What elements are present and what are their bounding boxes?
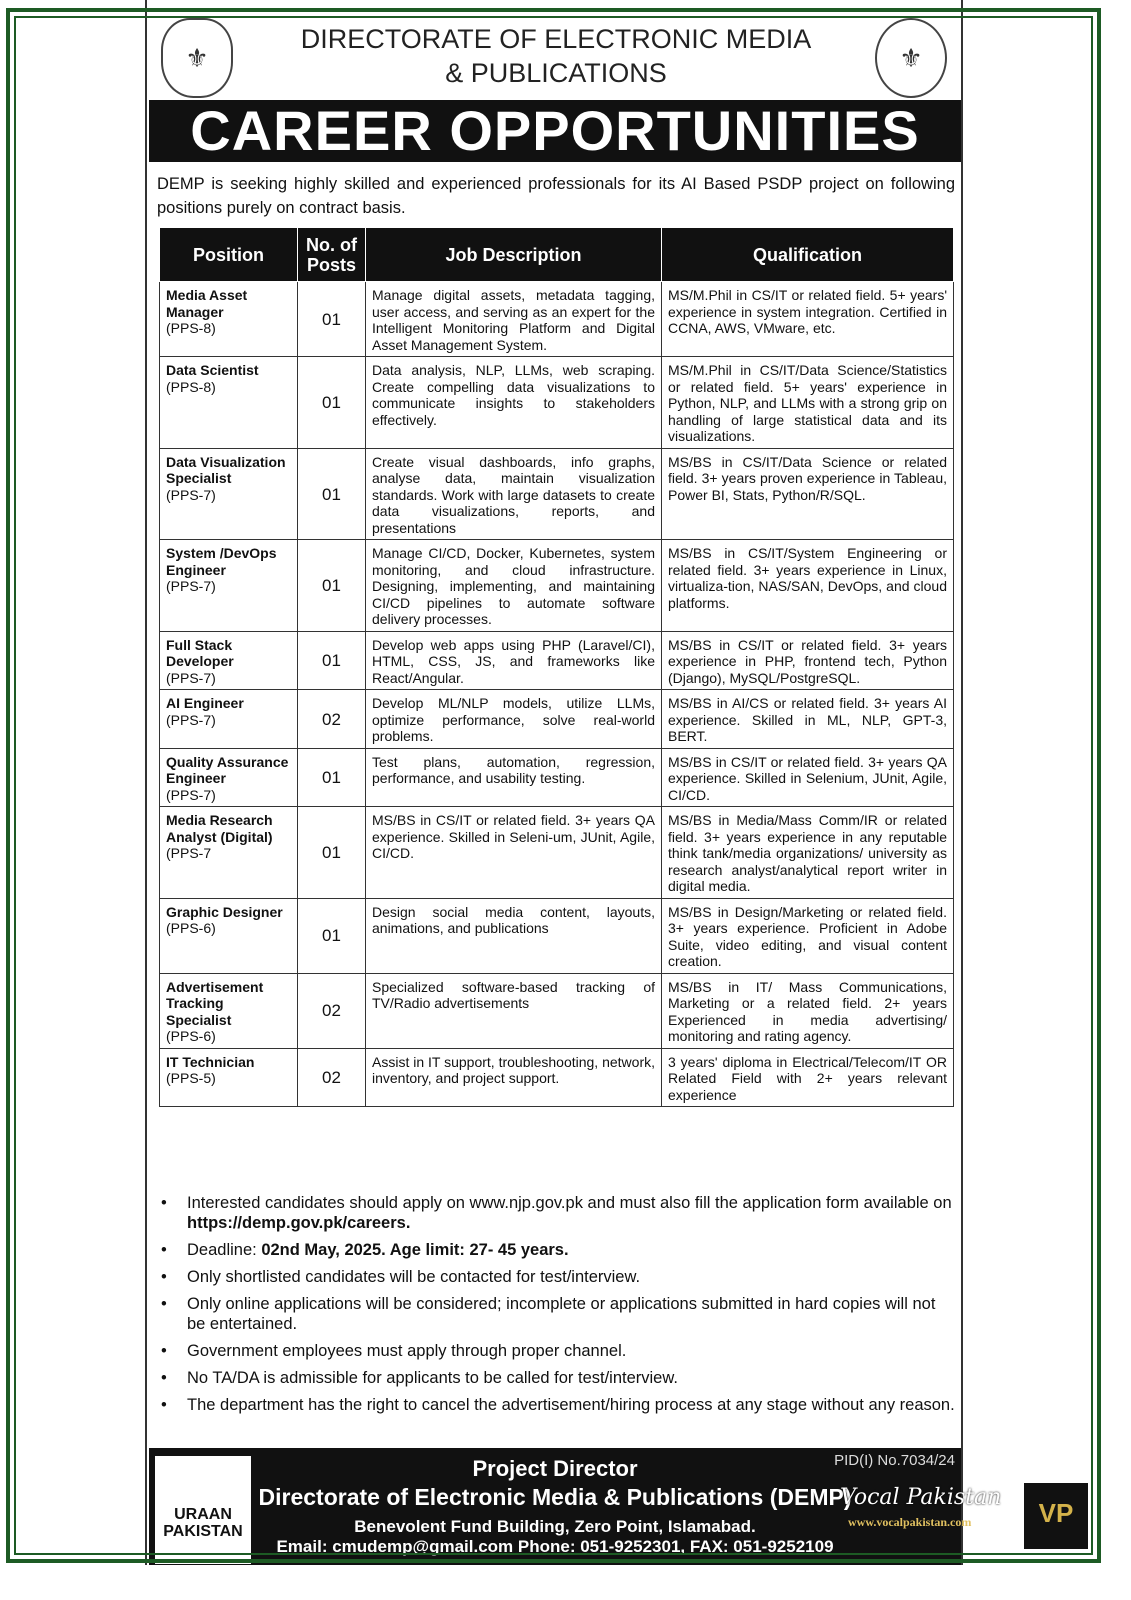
instructions-list: [159, 1193, 957, 1422]
description-cell: Design social media content, layouts, animations, and publications: [366, 898, 662, 973]
description-cell: MS/BS in CS/IT or related field. 3+ years QA experience. Skilled in Seleni-um, JUnit, Agile, CI/CD.: [366, 807, 662, 899]
table-row: [160, 357, 954, 449]
note: • Only shortlisted candidates will be contacted for test/interview.: [159, 1267, 957, 1287]
posts-cell: 01: [298, 282, 366, 357]
position-title: Data Visualization Specialist: [166, 453, 286, 486]
posts-cell: 02: [298, 690, 366, 749]
table-row: [160, 448, 954, 540]
position-cell: [160, 357, 298, 449]
pay-scale: (PPS-7): [166, 786, 216, 803]
qualification-cell: MS/M.Phil in CS/IT or related field. 5+ years' experience in system integration. Certified in CCNA, AWS, VMware, etc.: [662, 282, 954, 357]
pay-scale: (PPS-6): [166, 1028, 216, 1044]
qualification-cell: MS/BS in CS/IT/System Engineering or related field. 3+ years experience in Linux, virtualiza-tion, NAS/SAN, DevOps, and cloud platforms.: [662, 540, 954, 632]
org-heading: [147, 22, 965, 90]
description-cell: Data analysis, NLP, LLMs, web scraping. Create compelling data visualizations to communicate insights to stakeholders effectively.: [366, 357, 662, 449]
note: • Government employees must apply through proper channel.: [159, 1341, 957, 1361]
pay-scale: (PPS-7): [166, 711, 216, 728]
note: • Only online applications will be considered; incomplete or applications submitted in hard copies will not be entertained.: [159, 1294, 957, 1334]
table-row: [160, 748, 954, 807]
advertisement: [145, 0, 963, 1565]
note: • The department has the right to cancel the advertisement/hiring process at any stage without any reason.: [159, 1395, 957, 1415]
position-cell: [160, 748, 298, 807]
demp-seal-icon: ⚜: [875, 18, 947, 98]
position-cell: [160, 807, 298, 899]
position-title: Data Scientist: [166, 362, 259, 378]
pay-scale: (PPS-7): [166, 578, 216, 594]
description-cell: Assist in IT support, troubleshooting, network, inventory, and project support.: [366, 1048, 662, 1107]
posts-cell: 01: [298, 357, 366, 449]
table-row: [160, 540, 954, 632]
position-title: Advertisement Tracking Specialist: [166, 978, 264, 1028]
qualification-cell: MS/BS in CS/IT or related field. 3+ years QA experience. Skilled in Selenium, JUnit, Agile, CI/CD.: [662, 748, 954, 807]
description-cell: Develop web apps using PHP (Laravel/CI), HTML, CSS, JS, and frameworks like React/Angular.: [366, 631, 662, 690]
position-cell: [160, 282, 298, 357]
position-title: Media Asset Manager: [166, 287, 248, 320]
col-position: Position: [160, 228, 298, 282]
watermark-url[interactable]: www.vocalpakistan.com: [848, 1515, 972, 1529]
watermark-name: Vocal Pakistan: [840, 1485, 1002, 1510]
position-cell: [160, 898, 298, 973]
qualification-cell: MS/BS in Media/Mass Comm/IR or related field. 3+ years experience in any reputable think tank/media organizations/ university as research analyst/analytical report writer in digital media.: [662, 807, 954, 899]
qualification-cell: MS/M.Phil in CS/IT/Data Science/Statistics or related field. 5+ years' experience in Python, NLP, and LLMs with a strong grip on handling of large statistical data and its visualizations.: [662, 357, 954, 449]
footer-org: Directorate of Electronic Media & Publications (DEMP): [258, 1484, 852, 1510]
footer-contact: Email: cmudemp@gmail.com Phone: 051-9252301, FAX: 051-9252109: [276, 1537, 834, 1556]
title-banner: CAREER OPPORTUNITIES: [149, 100, 961, 162]
description-cell: Test plans, automation, regression, performance, and usability testing.: [366, 748, 662, 807]
table-row: [160, 631, 954, 690]
pay-scale: (PPS-8): [166, 320, 216, 336]
pay-scale: (PPS-7: [166, 845, 212, 861]
table-row: [160, 807, 954, 899]
position-title: System /DevOps Engineer: [166, 545, 277, 578]
note: • No TA/DA is admissible for applicants to be called for test/interview.: [159, 1368, 957, 1388]
position-title: IT Technician: [166, 1053, 255, 1070]
position-cell: [160, 973, 298, 1048]
table-row: [160, 690, 954, 749]
position-title: Graphic Designer: [166, 903, 283, 920]
pay-scale: (PPS-6): [166, 920, 216, 936]
position-cell: [160, 690, 298, 749]
description-cell: Develop ML/NLP models, utilize LLMs, optimize performance, solve real-world problems.: [366, 690, 662, 749]
position-cell: [160, 1048, 298, 1107]
qualification-cell: MS/BS in CS/IT/Data Science or related field. 3+ years proven experience in Tableau, Power BI, Stats, Python/R/SQL.: [662, 448, 954, 540]
position-title: Quality Assurance Engineer: [166, 753, 289, 786]
pid-number: PID(I) No.7034/24: [834, 1452, 955, 1469]
posts-cell: 01: [298, 631, 366, 690]
col-description: Job Description: [366, 228, 662, 282]
description-cell: Manage digital assets, metadata tagging, user access, and serving as an expert for the Intelligent Monitoring Platform and Digital Asset Management System.: [366, 282, 662, 357]
table-row: [160, 282, 954, 357]
posts-cell: 01: [298, 807, 366, 899]
position-cell: [160, 448, 298, 540]
heading-line-1: DIRECTORATE OF ELECTRONIC MEDIA: [300, 24, 812, 54]
posts-cell: 01: [298, 748, 366, 807]
table-row: [160, 1048, 954, 1107]
careers-link[interactable]: https://demp.gov.pk/careers.: [187, 1214, 411, 1232]
position-cell: [160, 631, 298, 690]
posts-cell: 01: [298, 448, 366, 540]
position-title: Full Stack Developer: [166, 636, 234, 669]
description-cell: Manage CI/CD, Docker, Kubernetes, system monitoring, and cloud infrastructure. Designing, implementing, and maintaining CI/CD pipelines to automate software delivery processes.: [366, 540, 662, 632]
col-qualification: Qualification: [662, 228, 954, 282]
intro-text: DEMP is seeking highly skilled and experienced professionals for its AI Based PSDP project on following positions purely on contract basis.: [157, 175, 955, 217]
vocal-pakistan-logo: VP: [1024, 1483, 1088, 1549]
qualification-cell: MS/BS in CS/IT or related field. 3+ years experience in PHP, frontend tech, Python (Django), MySQL/PostgreSQL.: [662, 631, 954, 690]
note: • Interested candidates should apply on www.njp.gov.pk and must also fill the application form available on https://demp.gov.pk/careers.: [159, 1193, 957, 1233]
posts-cell: 01: [298, 898, 366, 973]
posts-cell: 01: [298, 540, 366, 632]
footer-title: Project Director: [472, 1456, 638, 1481]
footer-address: Benevolent Fund Building, Zero Point, Islamabad.: [354, 1517, 756, 1536]
table-row: [160, 898, 954, 973]
description-cell: Specialized software-based tracking of TV/Radio advertisements: [366, 973, 662, 1048]
pay-scale: (PPS-7): [166, 486, 216, 503]
qualification-cell: MS/BS in AI/CS or related field. 3+ years AI experience. Skilled in ML, NLP, GPT-3, BERT.: [662, 690, 954, 749]
qualification-cell: 3 years' diploma in Electrical/Telecom/IT OR Related Field with 2+ years relevant experience: [662, 1048, 954, 1107]
posts-cell: 02: [298, 1048, 366, 1107]
posts-cell: 02: [298, 973, 366, 1048]
qualification-cell: MS/BS in IT/ Mass Communications, Marketing or a related field. 2+ years Experienced in media advertising/ monitoring and rating agency.: [662, 973, 954, 1048]
table-row: [160, 973, 954, 1048]
emblem-icon: ⚜: [161, 18, 233, 98]
note: • Deadline: 02nd May, 2025. Age limit: 27- 45 years.: [159, 1240, 957, 1260]
col-posts: No. of Posts: [298, 228, 366, 282]
pay-scale: (PPS-7): [166, 669, 216, 686]
qualification-cell: MS/BS in Design/Marketing or related field. 3+ years experience. Proficient in Adobe Suite, video editing, and visual content creation.: [662, 898, 954, 973]
description-cell: Create visual dashboards, info graphs, analyse data, maintain visualization standards. Work with large datasets to create data visualizations, reports, and presentations: [366, 448, 662, 540]
pay-scale: (PPS-5): [166, 1070, 216, 1086]
pay-scale: (PPS-8): [166, 378, 216, 395]
position-title: Media Research Analyst (Digital): [166, 812, 273, 845]
heading-line-2: & PUBLICATIONS: [445, 58, 667, 88]
position-cell: [160, 540, 298, 632]
position-title: AI Engineer: [166, 695, 244, 711]
positions-table: [159, 227, 954, 1107]
uraan-pakistan-logo: URAAN PAKISTAN: [155, 1456, 251, 1564]
